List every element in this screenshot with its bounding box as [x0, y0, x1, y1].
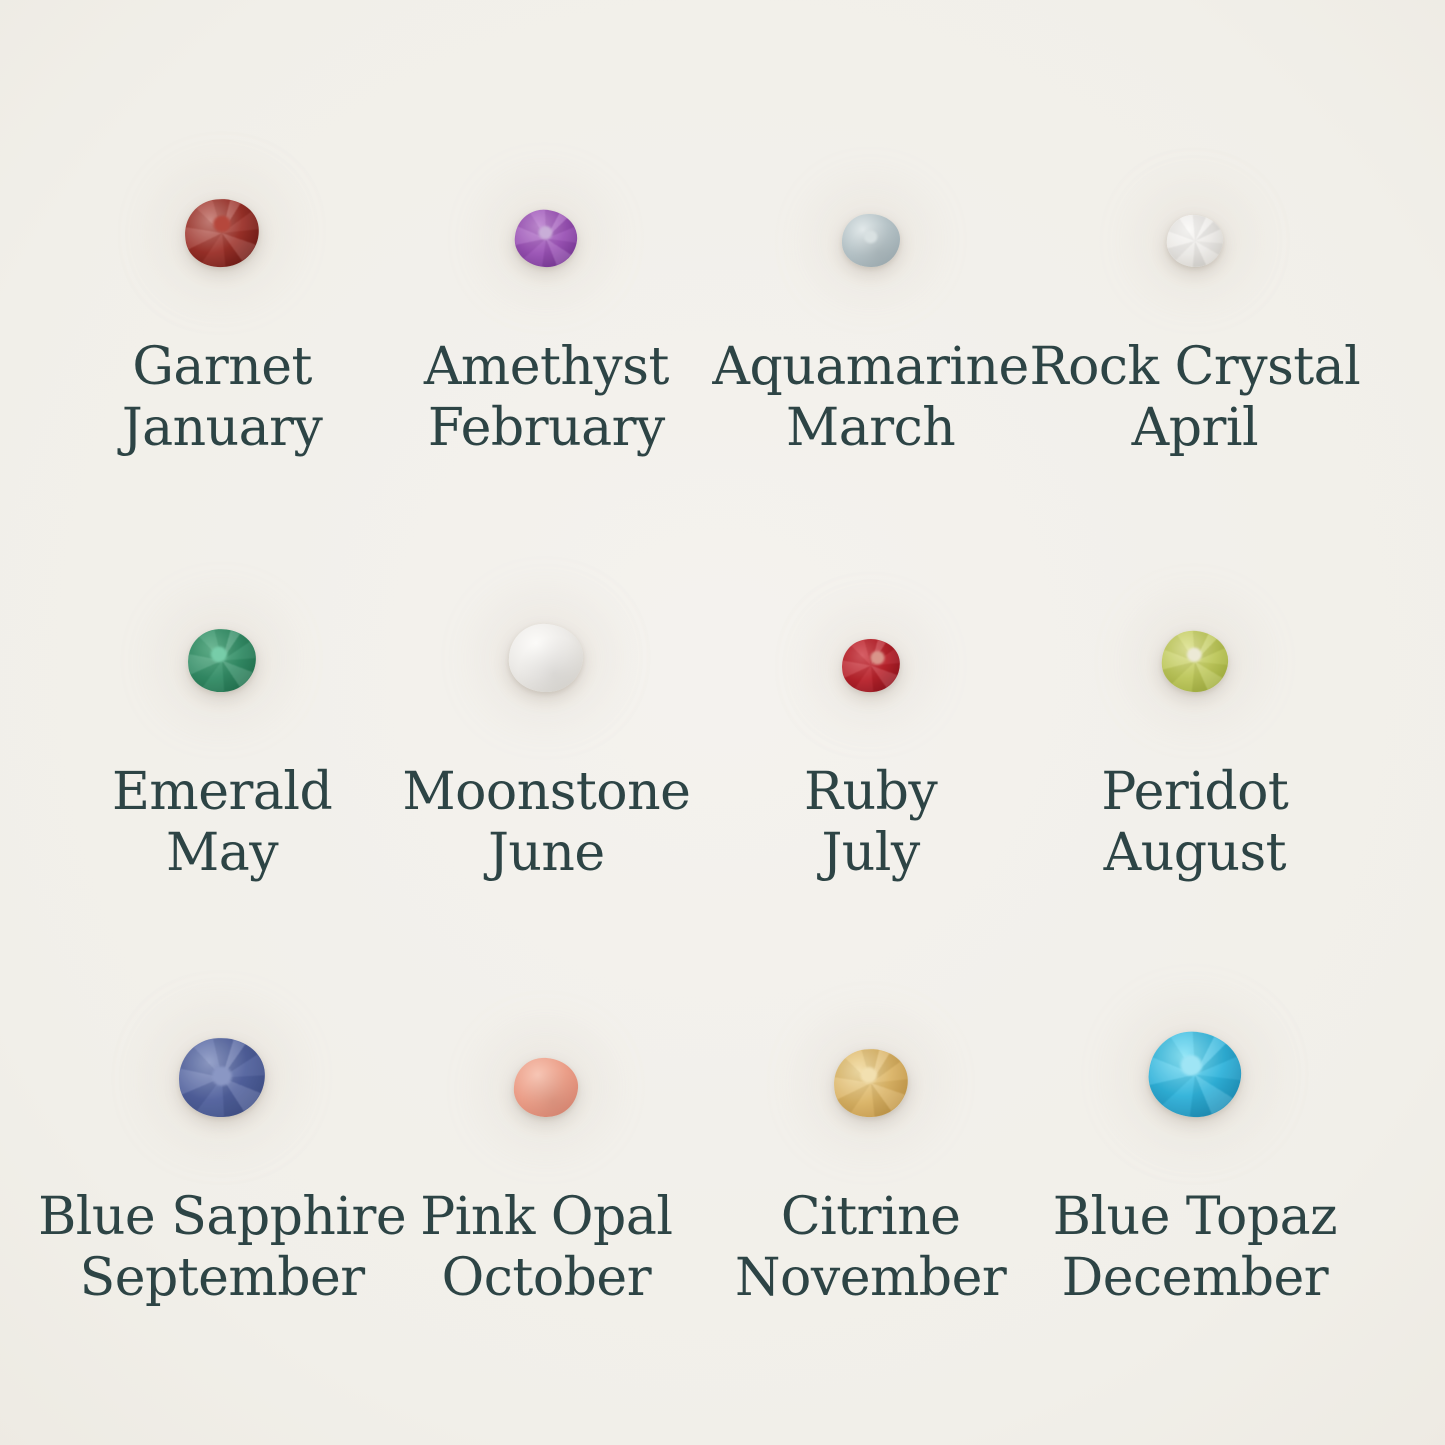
bead-zone: [384, 890, 708, 1187]
birthstone-cell-blue-sapphire: [38, 890, 407, 1315]
birthstone-cell-garnet: [60, 40, 384, 465]
birthstone-cell-moonstone: [384, 465, 708, 890]
birthstone-cell-rock-crystal: [1029, 40, 1361, 465]
gem-name: Blue Topaz: [1052, 1187, 1338, 1247]
birthstone-label: [1053, 1187, 1337, 1315]
bead-zone: [60, 890, 384, 1187]
birthstone-cell-citrine: [709, 890, 1033, 1315]
bead-zone: [384, 40, 708, 337]
gem-month: February: [427, 398, 665, 459]
birthstone-label: [804, 762, 937, 890]
ruby-bead: [839, 636, 901, 694]
pink-opal-bead: [512, 1056, 580, 1119]
birthstone-cell-pink-opal: [384, 890, 708, 1315]
gem-name: Aquamarine: [712, 337, 1029, 397]
rock-crystal-bead: [1165, 213, 1225, 269]
gem-month: November: [735, 1248, 1007, 1309]
birthstone-label: [712, 337, 1028, 465]
birthstone-cell-amethyst: [384, 40, 708, 465]
bead-zone: [709, 890, 1033, 1187]
bead-zone: [1033, 40, 1357, 337]
gem-month: March: [786, 398, 956, 459]
gem-month: April: [1131, 398, 1259, 459]
gem-name: Pink Opal: [420, 1187, 673, 1247]
birthstone-label: [420, 1187, 672, 1315]
garnet-bead: [182, 195, 263, 270]
birthstone-cell-peridot: [1033, 465, 1357, 890]
aquamarine-bead: [842, 214, 900, 267]
emerald-bead: [186, 627, 258, 694]
gem-name: Ruby: [803, 762, 938, 822]
birthstone-cell-ruby: [709, 465, 1033, 890]
moonstone-bead: [508, 622, 585, 694]
bead-zone: [709, 465, 1033, 762]
bead-zone: [1033, 465, 1357, 762]
birthstone-cell-blue-topaz: [1033, 890, 1357, 1315]
gem-month: August: [1103, 823, 1287, 884]
peridot-bead: [1159, 628, 1231, 695]
gem-name: Blue Sapphire: [38, 1187, 407, 1247]
gem-name: Citrine: [780, 1187, 961, 1247]
birthstone-label: [122, 337, 323, 465]
birthstone-label: [112, 762, 332, 890]
gem-name: Moonstone: [402, 762, 691, 822]
birthstone-label: [1101, 762, 1288, 890]
citrine-bead: [830, 1045, 911, 1120]
gem-name: Rock Crystal: [1029, 337, 1361, 397]
gem-name: Peridot: [1101, 762, 1289, 822]
gem-name: Amethyst: [423, 337, 669, 397]
gem-name: Garnet: [132, 337, 312, 397]
bead-zone: [709, 40, 1033, 337]
gem-month: September: [79, 1248, 365, 1309]
birthstone-cell-aquamarine: [709, 40, 1033, 465]
birthstone-label: [1029, 337, 1360, 465]
bead-zone: [60, 465, 384, 762]
blue-sapphire-bead: [177, 1036, 267, 1120]
birthstone-label: [38, 1187, 406, 1315]
blue-topaz-bead: [1144, 1027, 1246, 1122]
birthstone-label: [735, 1187, 1006, 1315]
bead-zone: [1033, 890, 1357, 1187]
gem-month: October: [441, 1248, 652, 1309]
bead-zone: [60, 40, 384, 337]
birthstone-cell-emerald: [60, 465, 384, 890]
bead-zone: [384, 465, 708, 762]
gem-month: July: [821, 823, 920, 884]
birthstone-label: [424, 337, 669, 465]
gem-month: January: [121, 398, 323, 459]
gem-month: December: [1061, 1248, 1329, 1309]
gem-month: June: [488, 823, 605, 884]
birthstone-label: [402, 762, 690, 890]
amethyst-bead: [512, 206, 581, 271]
gem-month: May: [166, 823, 279, 884]
gem-name: Emerald: [111, 762, 333, 822]
